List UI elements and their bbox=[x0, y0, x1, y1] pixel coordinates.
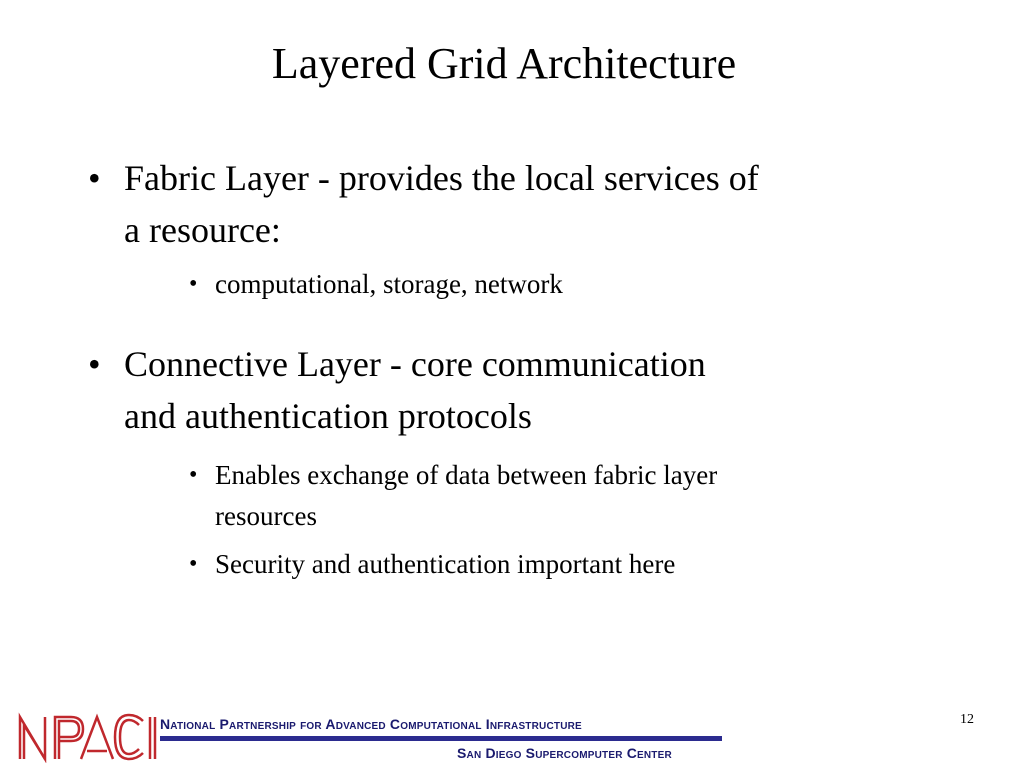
bullet-dot: • bbox=[88, 158, 101, 198]
sub-bullet-dot: • bbox=[189, 462, 198, 488]
bullet-text-cont: and authentication protocols bbox=[124, 396, 532, 436]
sub-bullet-text: computational, storage, network bbox=[215, 269, 563, 299]
sub-bullet-dot: • bbox=[189, 271, 198, 297]
sub-bullet-text-cont: resources bbox=[215, 501, 317, 531]
sub-bullet-text: Enables exchange of data between fabric layer bbox=[215, 460, 718, 490]
sub-bullet-text: Security and authentication important here bbox=[215, 549, 676, 579]
bullet-fabric-layer bbox=[88, 155, 944, 201]
sub-bullet bbox=[189, 266, 915, 302]
sub-bullet bbox=[189, 457, 915, 493]
sub-bullet-cont bbox=[215, 498, 915, 534]
bullet-text: Connective Layer - core communication bbox=[124, 344, 706, 384]
bullet-connective-layer bbox=[88, 341, 944, 387]
bullet-connective-layer-cont bbox=[124, 393, 944, 439]
bullet-fabric-layer-cont bbox=[124, 207, 944, 253]
npaci-logo-icon bbox=[17, 711, 160, 763]
slide-number: 12 bbox=[960, 712, 974, 727]
footer-org-name: National Partnership for Advanced Computational Infrastructure bbox=[160, 716, 582, 732]
bullet-dot: • bbox=[88, 344, 101, 384]
bullet-text-cont: a resource: bbox=[124, 210, 281, 250]
sub-bullet bbox=[189, 546, 915, 582]
bullet-text: Fabric Layer - provides the local services of bbox=[124, 158, 759, 198]
sub-bullet-dot: • bbox=[189, 551, 198, 577]
footer-divider-bar bbox=[160, 736, 722, 741]
slide-title: Layered Grid Architecture bbox=[271, 39, 737, 88]
npaci-logo bbox=[17, 711, 160, 763]
footer-center-name: San Diego Supercomputer Center bbox=[457, 745, 672, 761]
